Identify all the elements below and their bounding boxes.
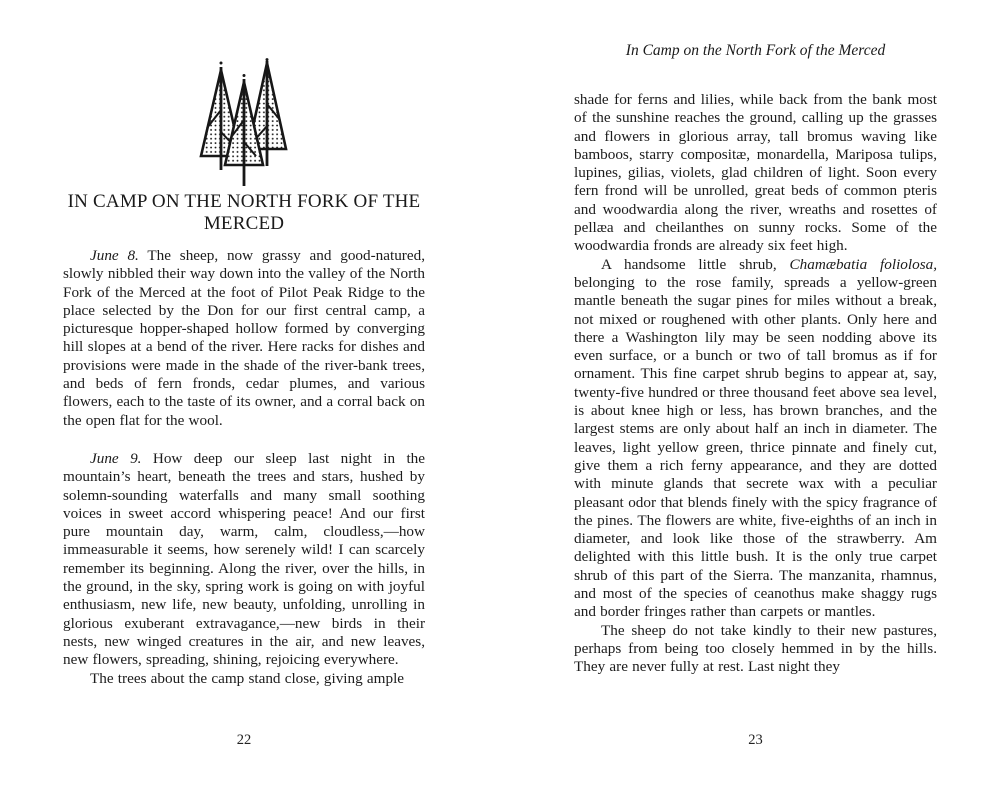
left-page [63,0,425,800]
page-number-left: 22 [236,732,252,748]
text-run-italic: June 9. [90,449,142,467]
left-page-body [63,247,425,688]
paragraph [574,91,937,256]
paragraph [63,450,425,670]
right-page-body [574,91,937,677]
running-header: In Camp on the North Fork of the Merced [625,42,886,59]
pine-trees-icon [192,58,296,188]
paragraph [63,670,425,688]
chapter-title: IN CAMP ON THE NORTH FORK OF THE MERCED [67,191,421,234]
paragraph [574,256,937,622]
text-run: How deep our sleep last night in the mountain’s heart, beneath the trees and stars, hushed by solemn-sounding waterfalls and many small soothing voices in sweet accord whispering peace! And our first pure mountain day, warm, calm, cloudless,—how immeasurable it seems, how serenely wild! I can scarcely remember its beginning. Along the river, over the hills, in the ground, in the sky, spring work is going on with joyful enthusiasm, new life, new beauty, unfolding, unrolling in glorious exuberant extravagance,—new birds in their nests, new winged creatures in the air, and new leaves, new flowers, spreading, shining, rejoicing everywhere. [63,449,425,669]
text-run: shade for ferns and lilies, while back from the bank most of the sunshine reaches the ground, calling up the grasses and flowers in glorious array, tall bromus waving like bamboos, starry compositæ, monardella, Mariposa tulips, lupines, gilias, violets, glad children of light. Soon every fern frond will be unrolled, great beds of common pteris and woodwardia along the river, wreaths and rosettes of pellæa and cheilanthes on sunny rocks. Some of the woodwardia fronds are already six feet high. [574,91,937,255]
text-run: The sheep, now grassy and good-natured, slowly nibbled their way down into the valley of the North Fork of the Merced at the foot of Pilot Peak Ridge to the place selected by the Don for our first central camp, a picturesque hopper-shaped hollow formed by converging hill slopes at a bend of the river. Here racks for dishes and provisions were made in the shade of the river-bank trees, and beds of fern fronds, cedar plumes, and various flowers, each to the taste of its owner, and a corral back on the open flat for the wool. [63,247,425,429]
paragraph [63,247,425,430]
text-run: The sheep do not take kindly to their new pastures, perhaps from being too closely hemmed in by the hills. They are never fully at rest. Last night they [574,621,937,676]
text-run: belonging to the rose family, spreads a yellow-green mantle beneath the sugar pines for miles without a break, not mixed or roughened with other plants. Only here and there a Washington lily may be seen nodding above its even surface, or a bunch or two of tall bromus as if for ornament. This fine carpet shrub begins to appear at, say, twenty-five hundred or three thousand feet above sea level, is about knee high or less, has brown branches, and the largest stems are only about half an inch in diameter. The leaves, light yellow green, thrice pinnate and finely cut, give them a rich ferny appearance, and they are dotted with minute glands that secrete wax with a peculiar pleasant odor that blends finely with the spicy fragrance of the pines. The flowers are white, five-eighths of an inch in diameter, and look like those of the strawberry. Am delighted with this little bush. It is the only true carpet shrub of this part of the Sierra. The manzanita, rhamnus, and most of the species of ceanothus make shaggy rugs and border fringes rather than carpets or mantles. [574,273,937,621]
text-run-italic: Chamæbatia foliolosa, [789,255,937,273]
paragraph [574,622,937,677]
text-run: A handsome little shrub, [601,255,790,273]
text-run: The trees about the camp stand close, giving ample [90,669,405,687]
text-run-italic: June 8. [90,247,139,264]
right-page [574,0,937,800]
page-number-right: 23 [748,732,763,748]
